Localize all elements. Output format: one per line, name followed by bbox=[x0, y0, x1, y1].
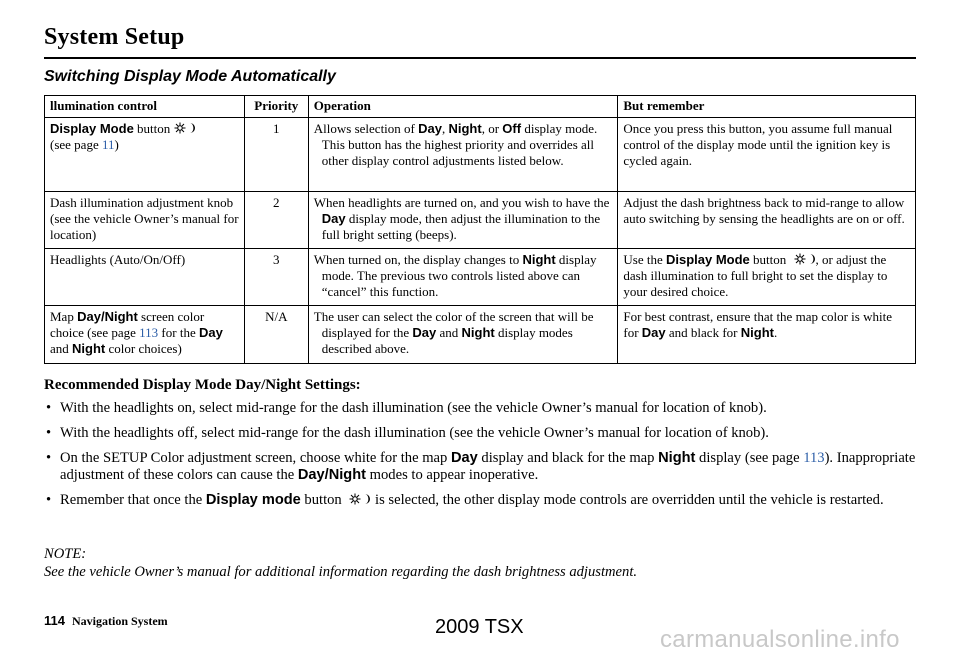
note-text: See the vehicle Owner’s manual for additional information regarding the dash brightness adjustment. bbox=[44, 564, 638, 580]
night-label: Night bbox=[522, 252, 556, 267]
text: , or adjust the dash illumination to full bright to set the display to your desired choice. bbox=[623, 252, 888, 299]
display-mode-label: Display mode bbox=[205, 492, 301, 508]
text: display mode. The previous two controls listed above can “cancel” this function. bbox=[321, 252, 597, 299]
text: display mode. This button has the highest priority and overrides all other display control adjustments listed below. bbox=[321, 121, 598, 168]
night-label: Night bbox=[72, 341, 106, 356]
cell-operation bbox=[308, 118, 618, 192]
cell-remember: Adjust the dash brightness back to mid-range to allow auto switching by sensing the headlights are on or off. bbox=[618, 192, 916, 249]
text: ). Inappropriate adjustment of these colors can cause the bbox=[60, 450, 916, 483]
cell-priority: 2 bbox=[244, 192, 308, 249]
table-row bbox=[45, 192, 916, 249]
page-link-11[interactable]: 11 bbox=[101, 137, 115, 152]
cell-remember bbox=[618, 249, 916, 306]
text: display and black for the map bbox=[477, 450, 659, 466]
text: , bbox=[441, 121, 449, 136]
text: Remember that once the bbox=[60, 492, 206, 508]
text: button bbox=[749, 252, 790, 267]
cell-remember bbox=[618, 306, 916, 364]
text: display mode, then adjust the illumination to the full bright setting (beeps). bbox=[321, 211, 601, 242]
text: modes to appear inoperative. bbox=[366, 467, 539, 483]
note-label: NOTE: bbox=[44, 546, 87, 562]
text: for the bbox=[158, 325, 199, 340]
day-label: Day bbox=[321, 211, 346, 226]
operation-text bbox=[314, 195, 613, 243]
cell-control: Headlights (Auto/On/Off) bbox=[45, 249, 245, 306]
header-operation: Operation bbox=[308, 96, 618, 118]
cell-control bbox=[45, 306, 245, 364]
page-number: 114 bbox=[44, 613, 65, 628]
button-word: button bbox=[133, 121, 171, 136]
text: , or bbox=[481, 121, 503, 136]
night-label: Night bbox=[104, 309, 138, 324]
table-row bbox=[45, 306, 916, 364]
cell-control bbox=[45, 118, 245, 192]
text: Use the bbox=[623, 252, 666, 267]
slash: / bbox=[100, 309, 105, 324]
text: Allows selection of bbox=[313, 121, 419, 136]
recommended-settings-title: Recommended Display Mode Day/Night Settings: bbox=[44, 377, 361, 393]
table-row bbox=[45, 118, 916, 192]
cell-control: Dash illumination adjustment knob (see the vehicle Owner’s manual for location) bbox=[45, 192, 245, 249]
text: and bbox=[50, 341, 73, 356]
header-priority: Priority bbox=[244, 96, 308, 118]
operation-text bbox=[314, 252, 613, 300]
note-block bbox=[44, 545, 637, 581]
list-item: • With the headlights on, select mid-range for the dash illumination (see the vehicle Owner’s manual for location of knob). bbox=[44, 400, 924, 417]
day-label: Day bbox=[450, 450, 478, 466]
table-header-row bbox=[45, 96, 916, 118]
day-label: Day bbox=[198, 325, 223, 340]
night-label: Night bbox=[461, 325, 495, 340]
page-link-113[interactable]: 113 bbox=[139, 325, 159, 340]
table-row bbox=[45, 249, 916, 306]
title-divider bbox=[44, 57, 916, 59]
cell-operation bbox=[308, 306, 618, 364]
day-label: Day bbox=[77, 309, 101, 324]
cell-operation bbox=[308, 192, 618, 249]
list-item bbox=[44, 450, 924, 484]
cell-priority: 3 bbox=[244, 249, 308, 306]
see-page-text: (see page bbox=[50, 137, 102, 152]
display-mode-icon bbox=[349, 493, 371, 505]
day-label: Day bbox=[418, 121, 442, 136]
model-watermark: 2009 TSX bbox=[435, 616, 524, 638]
text: When headlights are turned on, and you wish to have the bbox=[313, 195, 610, 210]
display-mode-icon bbox=[174, 122, 196, 134]
recommended-settings-list bbox=[44, 400, 924, 517]
day-night-label: Day/Night bbox=[297, 467, 366, 483]
text: . bbox=[773, 325, 778, 340]
cell-operation bbox=[308, 249, 618, 306]
header-illumination-control: llumination control bbox=[45, 96, 245, 118]
paren: ) bbox=[114, 137, 119, 152]
page-title: System Setup bbox=[44, 24, 185, 50]
header-but-remember: But remember bbox=[618, 96, 916, 118]
page-link-113[interactable]: 113 bbox=[803, 450, 825, 466]
footer-book-title: Navigation System bbox=[72, 614, 168, 628]
operation-text bbox=[314, 309, 613, 357]
text: display (see page bbox=[695, 450, 804, 466]
cell-remember: Once you press this button, you assume full manual control of the display mode until the ignition key is cycled again. bbox=[618, 118, 916, 192]
section-title: Switching Display Mode Automatically bbox=[44, 68, 336, 85]
text: On the SETUP Color adjustment screen, choose white for the map bbox=[60, 450, 451, 466]
list-item bbox=[44, 492, 924, 509]
text: and black for bbox=[665, 325, 741, 340]
night-label: Night bbox=[740, 325, 774, 340]
night-label: Night bbox=[658, 450, 696, 466]
text: Map bbox=[50, 309, 78, 324]
text: When turned on, the display changes to bbox=[313, 252, 523, 267]
display-mode-label: Display Mode bbox=[665, 252, 750, 267]
day-label: Day bbox=[641, 325, 666, 340]
display-mode-table bbox=[44, 95, 916, 364]
cell-priority: N/A bbox=[244, 306, 308, 364]
text: screen color choice (see page bbox=[50, 309, 205, 340]
day-label: Day bbox=[412, 325, 437, 340]
text: button bbox=[300, 492, 346, 508]
operation-text bbox=[314, 121, 613, 169]
text: The user can select the color of the screen that will be displayed for the bbox=[313, 309, 594, 340]
list-item: • With the headlights off, select mid-range for the dash illumination (see the vehicle Owner’s manual for location of knob). bbox=[44, 425, 924, 442]
display-mode-label: Display Mode bbox=[50, 121, 134, 136]
text: For best contrast, ensure that the map color is white for bbox=[623, 309, 892, 340]
off-label: Off bbox=[502, 121, 522, 136]
text: is selected, the other display mode controls are overridden until the vehicle is restarted. bbox=[371, 492, 884, 508]
text: color choices) bbox=[105, 341, 182, 356]
cell-priority: 1 bbox=[244, 118, 308, 192]
text: and bbox=[436, 325, 462, 340]
night-label: Night bbox=[448, 121, 482, 136]
display-mode-icon bbox=[794, 253, 816, 265]
site-watermark: carmanualsonline.info bbox=[660, 626, 900, 653]
text: display modes described above. bbox=[321, 325, 573, 356]
